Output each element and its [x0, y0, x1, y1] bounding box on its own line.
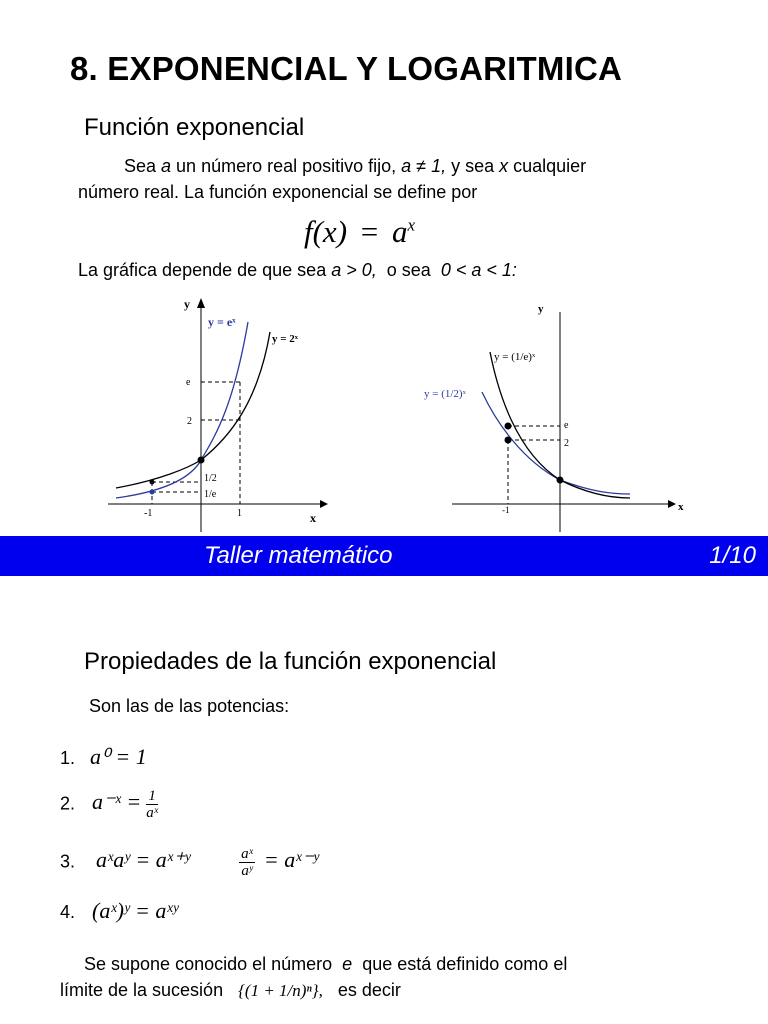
closing-line-2: límite de la sucesión {(1 + 1/n)ⁿ}, es decir [60, 980, 401, 1000]
label-inv-e-x: y = (1/e)ˣ [494, 351, 536, 363]
tick-2: 2 [564, 438, 569, 449]
footer-page-number: 1/10 [709, 542, 756, 569]
y-axis-label: y [184, 297, 190, 311]
property-1: 1. a⁰ = 1 [60, 744, 147, 769]
tick-e: e [564, 420, 569, 431]
x-axis-label: x [310, 511, 316, 525]
y-axis-label: y [538, 303, 544, 315]
tick-inv-e: 1/e [204, 489, 217, 500]
tick-2: 2 [187, 416, 192, 427]
point-0-1 [557, 477, 564, 484]
tick-neg1: -1 [144, 508, 153, 519]
intro-line-1: Sea a un número real positivo fijo, a ≠ 1, y sea x cualquier [124, 156, 587, 176]
graph-a-greater-1 [100, 292, 340, 532]
x-axis-label: x [678, 501, 684, 513]
tick-half: 1/2 [204, 473, 217, 484]
point-neg1-half [150, 480, 155, 485]
property-4: 4. (aˣ)ʸ = aˣʸ [60, 898, 179, 923]
sequence-expression: {(1 + 1/n)ⁿ}, [238, 981, 323, 1000]
curve-e-x [116, 322, 248, 498]
label-half-x: y = (1/2)ˣ [424, 388, 466, 400]
point-neg1-2 [505, 437, 512, 444]
point-neg1-e [505, 423, 512, 430]
section-title-exponential: Función exponencial [84, 114, 305, 141]
property-2: 2. a⁻ˣ = $\frac{1}{\text{aˣ}}$ [60, 788, 158, 821]
label-2-x: y = 2ˣ [272, 333, 298, 345]
x-axis-arrow [320, 500, 328, 508]
footer-course-name: Taller matemático [204, 542, 393, 569]
point-neg1-inv-e [150, 490, 155, 495]
curve-2-x [116, 332, 270, 488]
slide-footer [0, 536, 768, 576]
y-axis-arrow [197, 298, 205, 308]
property-2-fraction: $\frac{1}{\text{aˣ}}$ [146, 788, 158, 821]
graph-a-less-1 [412, 292, 702, 532]
tick-e: e [186, 377, 191, 388]
page-title: 8. EXPONENCIAL Y LOGARITMICA [70, 50, 623, 87]
x-axis-arrow [668, 500, 676, 508]
tick-neg1: -1 [502, 505, 510, 515]
property-3: 3. aˣaʸ = aˣ⁺ʸ $\frac{\text{aˣ}}{\text{aʸ}}$ = aˣ⁻ʸ [60, 846, 319, 879]
point-0-1 [198, 457, 205, 464]
definition-formula: $f(x) = a^x$ [304, 214, 416, 249]
intro-line-2: número real. La función exponencial se define por [78, 182, 478, 202]
graph-intro: La gráfica depende de que sea a > 0, o sea 0 < a < 1: [78, 260, 517, 280]
curve-half-x [482, 392, 630, 494]
tick-1: 1 [237, 508, 242, 519]
section-title-properties: Propiedades de la función exponencial [84, 648, 497, 675]
property-3-fraction: $\frac{\text{aˣ}}{\text{aʸ}}$ [241, 846, 253, 879]
label-e-x: y = eˣ [208, 315, 236, 329]
properties-intro: Son las de las potencias: [89, 696, 290, 716]
closing-line-1: Se supone conocido el número e que está definido como el [84, 954, 568, 974]
